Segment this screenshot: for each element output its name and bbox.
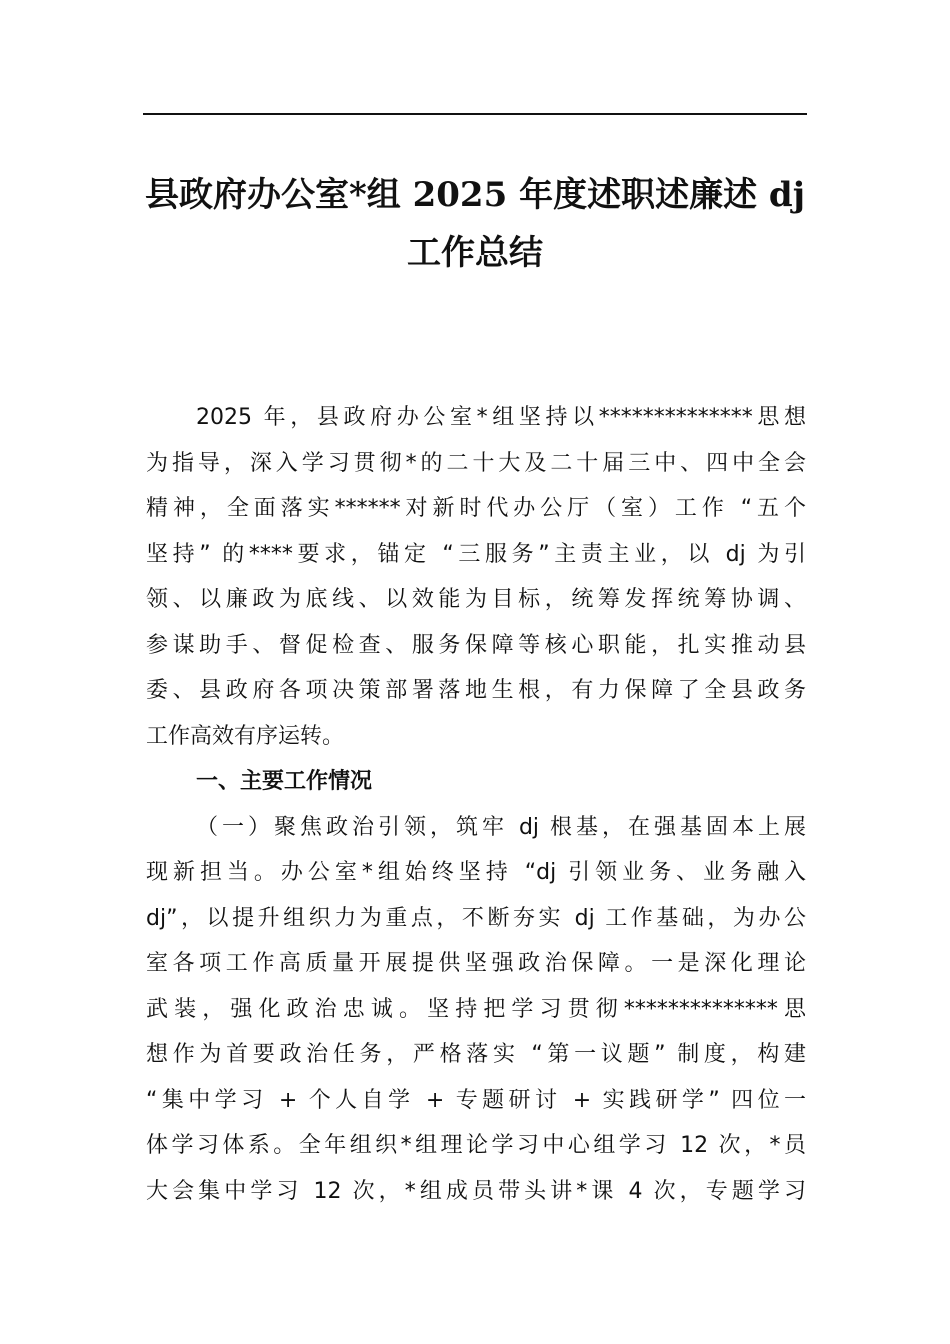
- text-line: 工作高效有序运转。: [146, 723, 345, 749]
- text-line: 体学习体系。全年组织*组理论学习中心组学习 12 次，*员: [146, 1133, 806, 1158]
- text-line: dj”，以提升组织力为重点，不断夯实 dj 工作基础，为办公: [146, 905, 806, 931]
- section-1-paragraph: [146, 805, 806, 1215]
- text-line: 大会集中学习 12 次，*组成员带头讲*课 4 次，专题学习: [146, 1178, 806, 1204]
- header-rule: [143, 113, 807, 115]
- text-line: 委、县政府各项决策部署落地生根，有力保障了全县政务: [146, 678, 806, 703]
- text-line: 想作为首要政治任务，严格落实 “第一议题” 制度，构建: [146, 1042, 806, 1067]
- document-body: [146, 395, 806, 1214]
- text-line: 2025 年，县政府办公室*组坚持以**************思想: [196, 405, 806, 430]
- text-line: 精神，全面落实******对新时代办公厅（室）工作 “五个: [146, 496, 806, 521]
- text-line: 参谋助手、督促检查、服务保障等核心职能，扎实推动县: [146, 632, 806, 658]
- document-title: [120, 166, 830, 282]
- title-line-2: 工作总结: [407, 233, 543, 273]
- text-line: “集中学习 + 个人自学 + 专题研讨 + 实践研学” 四位一: [146, 1087, 806, 1113]
- intro-paragraph: [146, 395, 806, 759]
- text-line: 室各项工作高质量开展提供坚强政治保障。一是深化理论: [146, 951, 806, 976]
- text-line: 坚持” 的****要求，锚定 “三服务”主责主业，以 dj 为引: [146, 541, 806, 567]
- text-line: （一）聚焦政治引领，筑牢 dj 根基，在强基固本上展: [196, 814, 806, 840]
- text-line: 领、以廉政为底线、以效能为目标，统筹发挥统筹协调、: [146, 587, 806, 612]
- title-line-1: 县政府办公室*组 2025 年度述职述廉述 dj: [145, 175, 805, 215]
- text-line: 为指导，深入学习贯彻*的二十大及二十届三中、四中全会: [146, 450, 806, 476]
- text-line: 武装，强化政治忠诚。坚持把学习贯彻**************思: [146, 996, 806, 1022]
- section-heading: 一、主要工作情况: [196, 769, 373, 794]
- text-line: 现新担当。办公室*组始终坚持 “dj 引领业务、业务融入: [146, 860, 806, 885]
